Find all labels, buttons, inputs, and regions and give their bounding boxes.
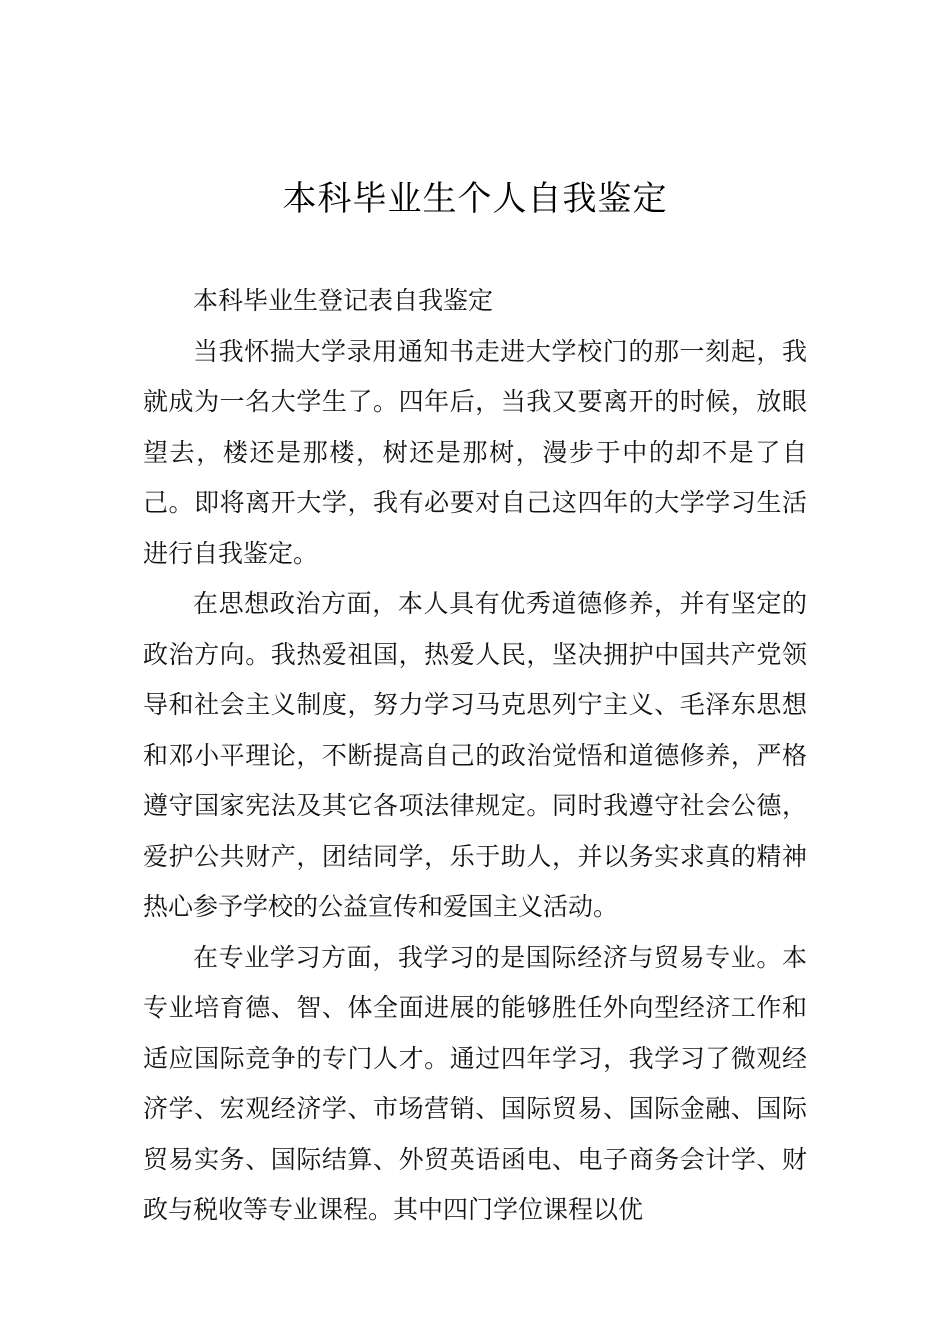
paragraph-political: 在思想政治方面，本人具有优秀道德修养，并有坚定的政治方向。我热爱祖国，热爱人民，坚决拥护中国共产党领导和社会主义制度，努力学习马克思列宁主义、毛泽东思想和邓小平理论，不断提高自己的政治觉悟和道德修养，严格遵守国家宪法及其它各项法律规定。同时我遵守社会公德，爱护公共财产，团结同学，乐于助人，并以务实求真的精神热心参予学校的公益宣传和爱国主义活动。 — [143, 589, 807, 921]
paragraph-study: 在专业学习方面，我学习的是国际经济与贸易专业。本专业培育德、智、体全面进展的能够胜任外向型经济工作和适应国际竞争的专门人才。通过四年学习，我学习了微观经济学、宏观经济学、市场营销、国际贸易、国际金融、国际贸易实务、国际结算、外贸英语函电、电子商务会计学、财政与税收等专业课程。其中四门学位课程以优 — [143, 942, 807, 1224]
document-body — [143, 276, 807, 1236]
paragraph-subtitle: 本科毕业生登记表自我鉴定 — [193, 286, 494, 315]
document-title: 本科毕业生个人自我鉴定 — [282, 179, 668, 219]
paragraph-intro: 当我怀揣大学录用通知书走进大学校门的那一刻起，我就成为一名大学生了。四年后，当我又要离开的时候，放眼望去，楼还是那楼，树还是那树，漫步于中的却不是了自己。即将离开大学，我有必要对自己这四年的大学学习生活进行自我鉴定。 — [143, 336, 807, 568]
